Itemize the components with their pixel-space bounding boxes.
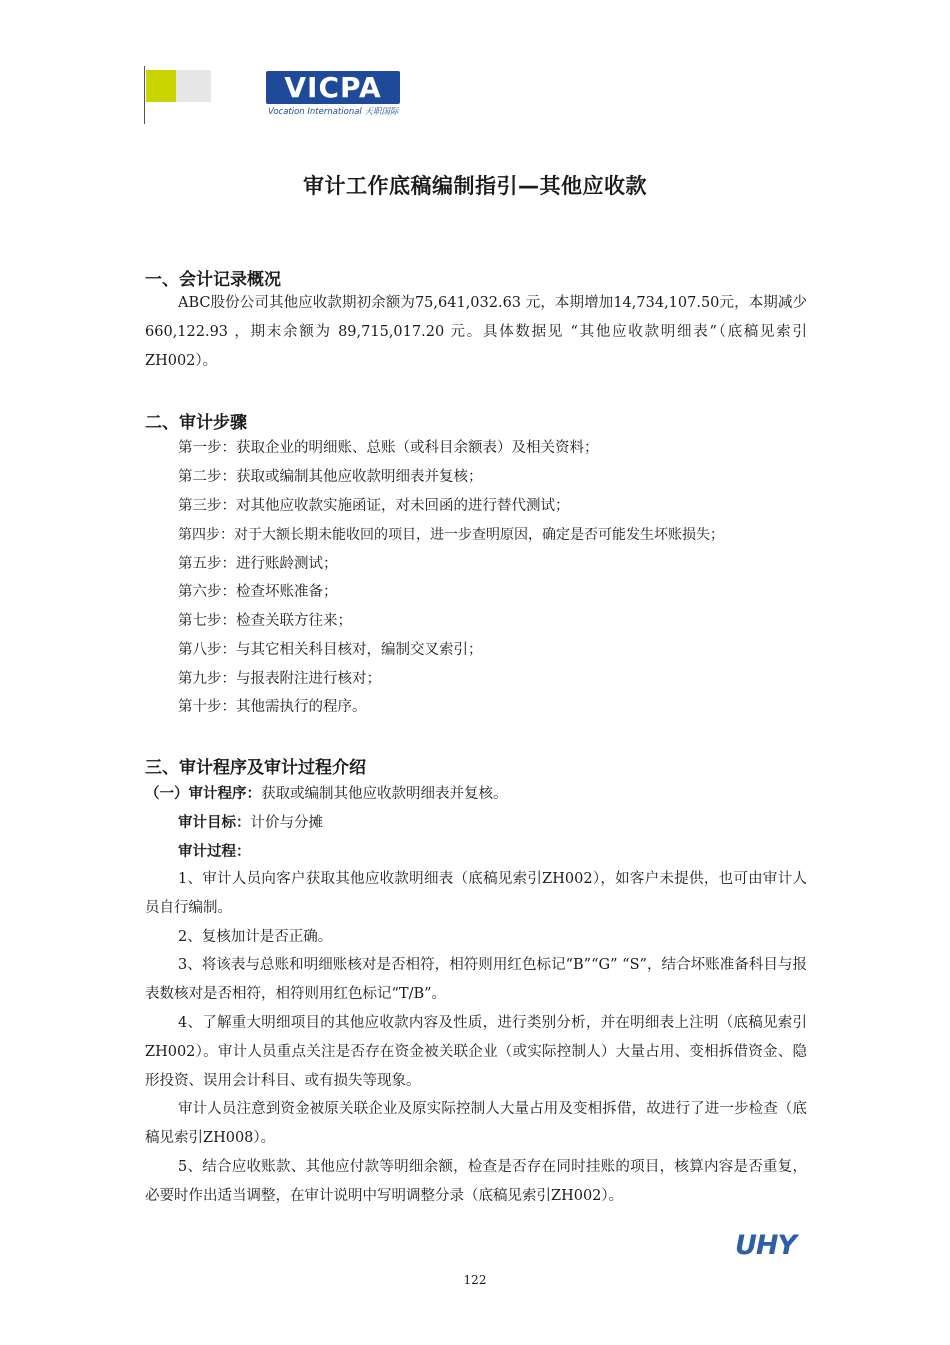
audit-step: 第八步：与其它相关科目核对，编制交叉索引； [178, 642, 483, 658]
objective-text: 计价与分摊 [250, 815, 323, 831]
header-green-block [146, 70, 176, 102]
vicpa-logo [266, 71, 400, 117]
document-title: 审计工作底稿编制指引—其他应收款 [303, 174, 647, 198]
audit-step: 第九步：与报表附注进行核对； [178, 671, 381, 687]
audit-step: 第七步：检查关联方往来； [178, 613, 352, 629]
procedure-label: （一）审计程序： [145, 786, 261, 802]
section2-heading: 二、审计步骤 [145, 413, 247, 433]
audit-step: 第三步：对其他应收款实施函证，对未回函的进行替代测试； [178, 498, 570, 514]
objective-line [178, 813, 323, 833]
section1-paragraph: ABC股份公司其他应收款期初余额为75,641,032.63 元，本期增加14,734,107.50元，本期减少 660,122.93 ，期末余额为 89,715,017.20 元。具体数据见 “其他应收款明细表”（底稿见索引ZH002）。 [145, 295, 807, 369]
procedure-line [145, 784, 508, 804]
audit-step: 第十步：其他需执行的程序。 [178, 699, 367, 715]
process-item: 5、结合应收账款、其他应付款等明细余额，检查是否存在同时挂账的项目，核算内容是否重复，必要时作出适当调整，在审计说明中写明调整分录（底稿见索引ZH002）。 [145, 1159, 807, 1204]
process-item: 3、将该表与总账和明细账核对是否相符，相符则用红色标记“B”“G” “S”，结合坏账准备科目与报表数核对是否相符，相符则用红色标记“T/B”。 [145, 957, 807, 1002]
header-divider [144, 66, 145, 124]
process-item: 4、了解重大明细项目的其他应收款内容及性质，进行类别分析，并在明细表上注明（底稿见索引ZH002）。审计人员重点关注是否存在资金被关联企业（或实际控制人）大量占用、变相拆借资金、隐形投资、误用会计科目、或有损失等现象。 [145, 1015, 807, 1089]
vicpa-logo-subtext: Vocation International 天职国际 [268, 107, 399, 117]
uhy-logo: UHY [735, 1230, 797, 1261]
header-grey-block [176, 70, 211, 102]
process-label: 审计过程： [178, 844, 251, 860]
audit-step: 第六步：检查坏账准备； [178, 584, 338, 600]
objective-label: 审计目标： [178, 815, 251, 831]
page-number: 122 [463, 1273, 487, 1287]
procedure-text: 获取或编制其他应收款明细表并复核。 [261, 786, 508, 802]
section3-heading: 三、审计程序及审计过程介绍 [145, 758, 366, 778]
process-item: 审计人员注意到资金被原关联企业及原实际控制人大量占用及变相拆借，故进行了进一步检查（底稿见索引ZH008）。 [145, 1101, 807, 1146]
audit-step: 第二步：获取或编制其他应收款明细表并复核； [178, 469, 483, 485]
process-item: 1、审计人员向客户获取其他应收款明细表（底稿见索引ZH002），如客户未提供，也可由审计人员自行编制。 [145, 871, 807, 916]
section1-heading: 一、会计记录概况 [145, 270, 281, 290]
audit-step: 第一步：获取企业的明细账、总账（或科目余额表）及相关资料； [178, 440, 599, 456]
process-item: 2、复核加计是否正确。 [178, 929, 333, 945]
audit-step: 第五步：进行账龄测试； [178, 556, 338, 572]
vicpa-logo-text: VICPA [284, 71, 382, 104]
audit-step: 第四步：对于大额长期未能收回的项目，进一步查明原因，确定是否可能发生坏账损失； [178, 527, 724, 543]
